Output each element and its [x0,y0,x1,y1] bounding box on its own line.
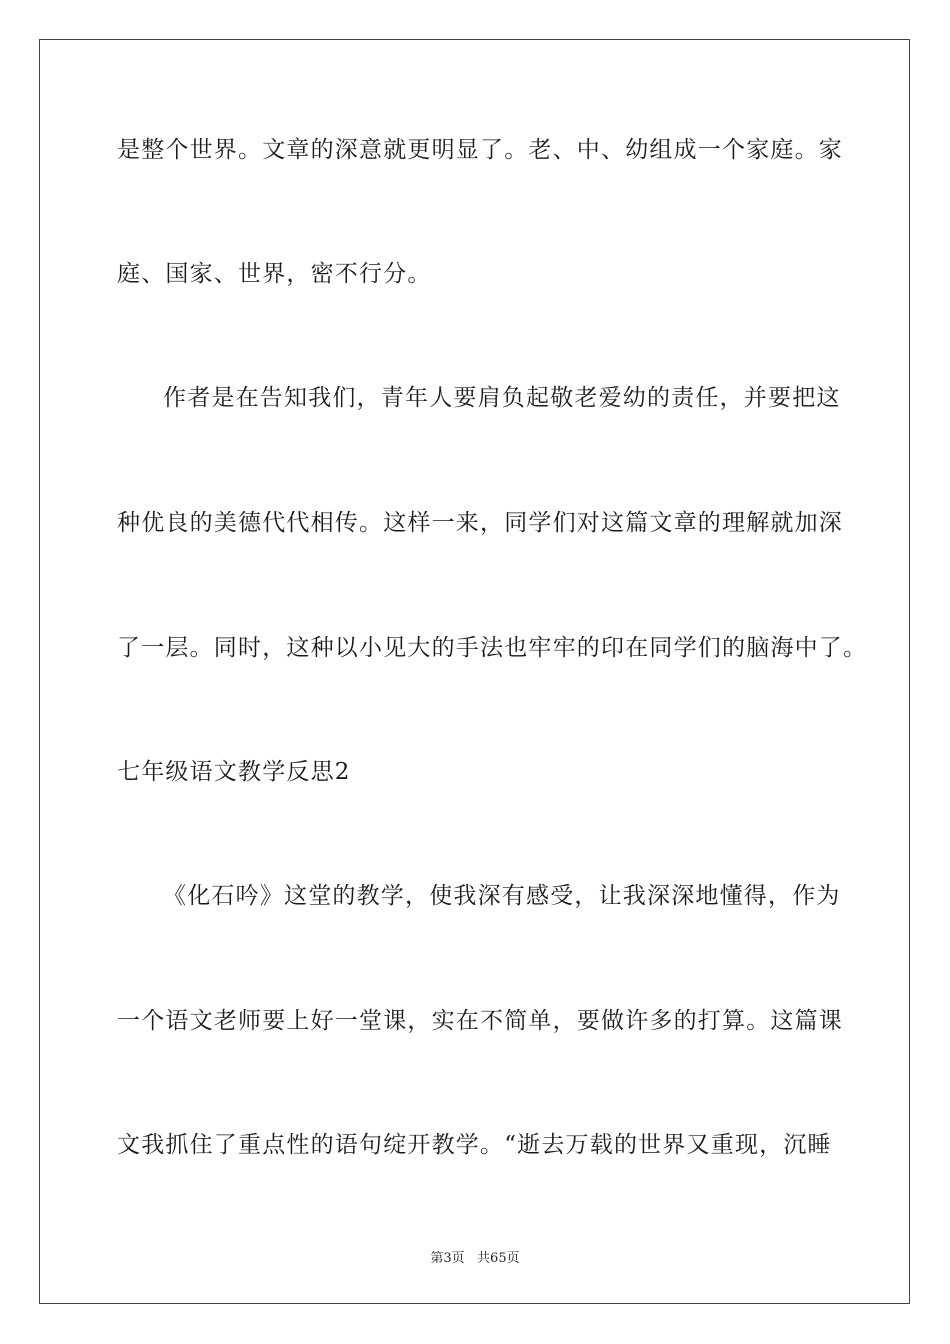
page-number-footer: 第3页 共65页 [430,1251,520,1266]
text-line-9: 文我抓住了重点性的语句绽开教学。“逝去万载的世界又重现，沉睡 [117,1132,832,1158]
text-line-1: 是整个世界。文章的深意就更明显了。老、中、幼组成一个家庭。家 [117,137,843,163]
text-line-2: 庭、国家、世界，密不行分。 [117,261,432,287]
page-border [39,39,910,1304]
text-line-5: 了一层。同时，这种以小见大的手法也牢牢的印在同学们的脑海中了。 [117,635,868,661]
text-line-8: 一个语文老师要上好一堂课，实在不简单，要做许多的打算。这篇课 [117,1008,843,1034]
section-heading: 七年级语文教学反思2 [117,759,351,785]
paragraph-start-line-2: 《化石吟》这堂的教学，使我深有感受，让我深深地懂得，作为 [163,883,841,909]
paragraph-start-line: 作者是在告知我们，青年人要肩负起敬老爱幼的责任，并要把这 [163,385,841,411]
text-line-4: 种优良的美德代代相传。这样一来，同学们对这篇文章的理解就加深 [117,510,843,536]
